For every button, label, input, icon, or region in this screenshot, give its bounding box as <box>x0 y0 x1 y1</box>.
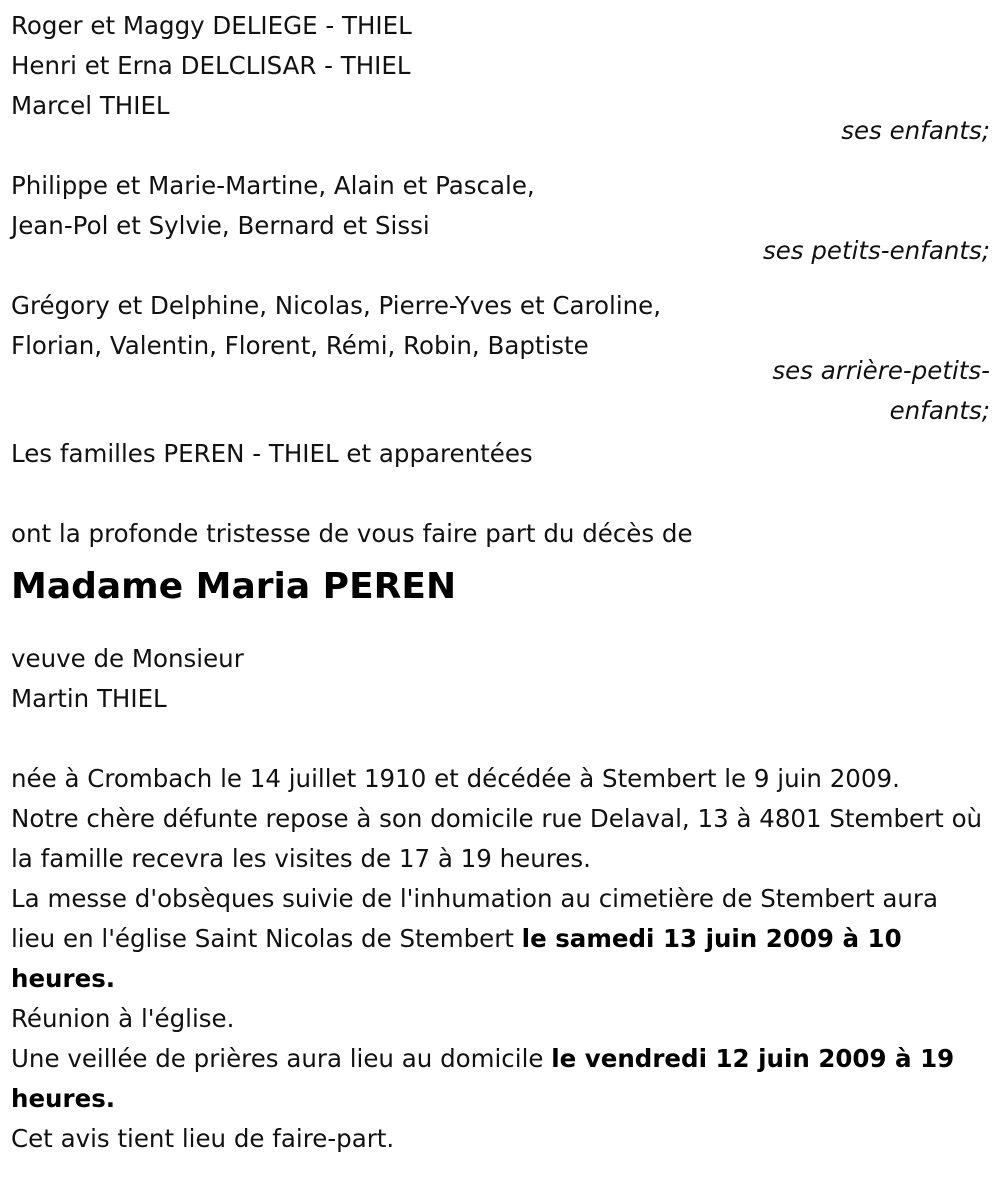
vigil-paragraph <box>11 1039 990 1119</box>
grandchildren-relation: ses petits-enfants; <box>762 236 990 265</box>
funeral-intro: La messe d'obsèques suivie de l'inhumation au cimetière de Stembert aura lieu en l'église Saint Nicolas de Stembert <box>11 884 939 953</box>
great-grandchildren-relation: ses arrière-petits- enfants; <box>772 356 990 425</box>
deceased-name: Madame Maria PEREN <box>11 566 457 607</box>
spacer <box>11 474 990 514</box>
funeral-paragraph <box>11 879 990 999</box>
reunion-line: Réunion à l'église. <box>11 1004 235 1033</box>
families-line: Les familles PEREN - THIEL et apparentées <box>11 439 533 468</box>
grandchild-line: Jean-Pol et Sylvie, Bernard et Sissi <box>11 211 430 240</box>
great-grandchild-line: Florian, Valentin, Florent, Rémi, Robin, Baptiste <box>11 331 589 360</box>
widow-line: Martin THIEL <box>11 684 167 713</box>
vigil-date: le vendredi 12 juin 2009 à 19 heures. <box>11 1044 955 1113</box>
great-grandchildren-group <box>11 286 990 431</box>
child-line: Marcel THIEL <box>11 91 170 120</box>
children-group <box>11 6 990 151</box>
grandchild-line: Philippe et Marie-Martine, Alain et Pascale, <box>11 171 535 200</box>
closing-line: Cet avis tient lieu de faire-part. <box>11 1124 395 1153</box>
funeral-date: le samedi 13 juin 2009 à 10 heures. <box>11 924 902 993</box>
child-line: Roger et Maggy DELIEGE - THIEL <box>11 11 412 40</box>
children-relation: ses enfants; <box>841 116 990 145</box>
vigil-intro: Une veillée de prières aura lieu au domicile <box>11 1044 552 1073</box>
birth-death-line: née à Crombach le 14 juillet 1910 et décédée à Stembert le 9 juin 2009. <box>11 764 900 793</box>
widow-line: veuve de Monsieur <box>11 644 244 673</box>
repose-paragraph: Notre chère défunte repose à son domicile rue Delaval, 13 à 4801 Stembert où la famille recevra les visites de 17 à 19 heures. <box>11 804 983 873</box>
great-grandchild-line: Grégory et Delphine, Nicolas, Pierre-Yves et Caroline, <box>11 291 662 320</box>
child-line: Henri et Erna DELCLISAR - THIEL <box>11 51 411 80</box>
spacer <box>11 719 990 759</box>
grandchildren-group <box>11 166 990 271</box>
announcement-line: ont la profonde tristesse de vous faire part du décès de <box>11 519 693 548</box>
